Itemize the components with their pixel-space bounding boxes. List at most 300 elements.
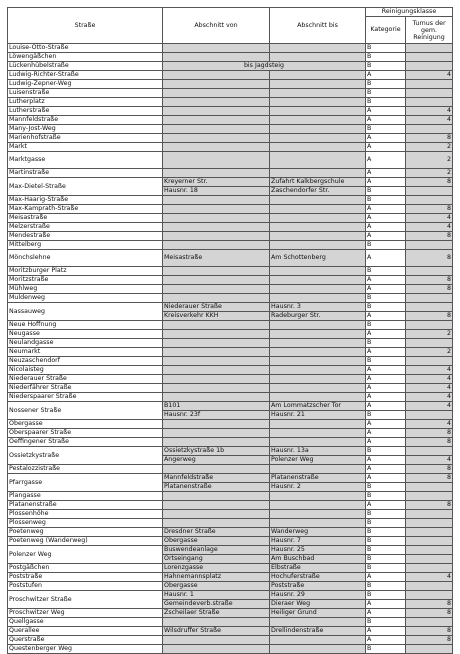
section-to <box>270 285 366 294</box>
section-from <box>163 134 270 143</box>
category: B <box>366 294 406 303</box>
section-from: Kreisverkehr KKH <box>163 312 270 321</box>
cleaning-interval <box>406 546 453 555</box>
cleaning-interval: 4 <box>406 420 453 429</box>
street-name: Oberspaarer Straße <box>8 429 163 438</box>
street-name: Neuzaschendorf <box>8 357 163 366</box>
category: A <box>366 573 406 582</box>
section-to: Hausnr. 2 <box>270 483 366 492</box>
cleaning-interval: 8 <box>406 232 453 241</box>
section-to <box>270 169 366 178</box>
section-from <box>163 321 270 330</box>
category: A <box>366 178 406 187</box>
cleaning-interval: 8 <box>406 609 453 618</box>
section-to: Am Lommatzscher Tor <box>270 402 366 411</box>
section-to <box>270 393 366 402</box>
category: B <box>366 537 406 546</box>
cleaning-interval: 8 <box>406 474 453 483</box>
street-name: Poststufen <box>8 582 163 591</box>
section-from <box>163 429 270 438</box>
street-name: Pestalozzistraße <box>8 465 163 474</box>
category: B <box>366 492 406 501</box>
section-from: Ortseingang <box>163 555 270 564</box>
section-from: Ossietzkystraße 1b <box>163 447 270 456</box>
section-to <box>270 134 366 143</box>
street-name: Marktgasse <box>8 152 163 169</box>
table-row <box>8 143 453 152</box>
category: A <box>366 232 406 241</box>
cleaning-interval: 8 <box>406 438 453 447</box>
category: A <box>366 402 406 411</box>
category: A <box>366 348 406 357</box>
category: B <box>366 303 406 312</box>
category: A <box>366 384 406 393</box>
table-row <box>8 330 453 339</box>
category: A <box>366 609 406 618</box>
cleaning-interval <box>406 582 453 591</box>
section-to: Hausnr. 29 <box>270 591 366 600</box>
section-from <box>163 116 270 125</box>
street-name: Max-Dietel-Straße <box>8 178 163 196</box>
cleaning-interval <box>406 510 453 519</box>
table-row <box>8 241 453 250</box>
category: B <box>366 62 406 71</box>
category: A <box>366 143 406 152</box>
cleaning-interval <box>406 267 453 276</box>
section-from <box>163 366 270 375</box>
street-name: Niederspaarer Straße <box>8 393 163 402</box>
section-to <box>270 71 366 80</box>
category: A <box>366 456 406 465</box>
section-to: Heiliger Grund <box>270 609 366 618</box>
cleaning-interval: 4 <box>406 107 453 116</box>
street-name: Quellgasse <box>8 618 163 627</box>
header-section-from: Abschnitt von <box>163 8 270 44</box>
section-from: Gemeindeverb.straße <box>163 600 270 609</box>
category: B <box>366 80 406 89</box>
section-to <box>270 143 366 152</box>
section-to <box>270 232 366 241</box>
category: B <box>366 44 406 53</box>
section-to <box>270 636 366 645</box>
street-name: Luisenstraße <box>8 89 163 98</box>
section-to <box>270 196 366 205</box>
category: A <box>366 107 406 116</box>
street-name: Meisastraße <box>8 214 163 223</box>
street-name: Oeffingener Straße <box>8 438 163 447</box>
cleaning-interval: 4 <box>406 116 453 125</box>
table-row <box>8 393 453 402</box>
section-from <box>163 107 270 116</box>
table-row <box>8 98 453 107</box>
cleaning-interval: 4 <box>406 573 453 582</box>
cleaning-interval: 8 <box>406 285 453 294</box>
table-row <box>8 528 453 537</box>
street-name: Plangasse <box>8 492 163 501</box>
category: A <box>366 366 406 375</box>
section-from <box>163 636 270 645</box>
street-name: Many-Jost-Weg <box>8 125 163 134</box>
section-to <box>270 375 366 384</box>
section-from <box>163 501 270 510</box>
section-from: Obergasse <box>163 537 270 546</box>
street-name: Neulandgasse <box>8 339 163 348</box>
section-from <box>163 330 270 339</box>
header-category: Kategorie <box>366 17 406 44</box>
cleaning-interval: 8 <box>406 465 453 474</box>
cleaning-interval: 4 <box>406 393 453 402</box>
section-from: Angerweg <box>163 456 270 465</box>
category: A <box>366 330 406 339</box>
street-name: Niederfährer Straße <box>8 384 163 393</box>
section-from: Buswendeanlage <box>163 546 270 555</box>
table-row <box>8 474 453 483</box>
section-from <box>163 241 270 250</box>
table-row <box>8 627 453 636</box>
category: B <box>366 483 406 492</box>
cleaning-interval: 2 <box>406 348 453 357</box>
cleaning-interval: 4 <box>406 402 453 411</box>
section-to <box>270 465 366 474</box>
section-to <box>270 107 366 116</box>
category: A <box>366 474 406 483</box>
category: B <box>366 645 406 654</box>
table-row <box>8 116 453 125</box>
section-from <box>163 438 270 447</box>
category: A <box>366 214 406 223</box>
street-name: Plossenhöhe <box>8 510 163 519</box>
section-to <box>270 152 366 169</box>
cleaning-interval <box>406 241 453 250</box>
table-row <box>8 537 453 546</box>
section-from: Mannfeldstraße <box>163 474 270 483</box>
category: B <box>366 339 406 348</box>
section-to <box>270 348 366 357</box>
table-row <box>8 366 453 375</box>
section-from <box>163 71 270 80</box>
category: A <box>366 501 406 510</box>
section-from: Hausnr. 18 <box>163 187 270 196</box>
cleaning-interval <box>406 591 453 600</box>
cleaning-interval: 8 <box>406 627 453 636</box>
category: A <box>366 627 406 636</box>
section-range: bis Jagdsteig <box>163 62 366 71</box>
section-to: Zufahrt Kalkbergschule <box>270 178 366 187</box>
cleaning-interval <box>406 89 453 98</box>
section-to: Elbstraße <box>270 564 366 573</box>
table-row <box>8 447 453 456</box>
section-from <box>163 618 270 627</box>
section-from <box>163 89 270 98</box>
cleaning-interval: 4 <box>406 366 453 375</box>
section-to: Poststraße <box>270 582 366 591</box>
table-row <box>8 285 453 294</box>
table-row <box>8 375 453 384</box>
section-to <box>270 241 366 250</box>
cleaning-interval: 8 <box>406 205 453 214</box>
street-name: Polenzer Weg <box>8 546 163 564</box>
cleaning-interval <box>406 125 453 134</box>
section-from <box>163 152 270 169</box>
section-to <box>270 429 366 438</box>
table-row <box>8 294 453 303</box>
table-row <box>8 429 453 438</box>
category: B <box>366 564 406 573</box>
section-from <box>163 510 270 519</box>
section-to: Hausnr. 25 <box>270 546 366 555</box>
cleaning-interval <box>406 357 453 366</box>
section-from <box>163 276 270 285</box>
category: B <box>366 528 406 537</box>
cleaning-interval: 8 <box>406 312 453 321</box>
category: A <box>366 312 406 321</box>
section-to: Hausnr. 3 <box>270 303 366 312</box>
street-name: Poetenweg <box>8 528 163 537</box>
section-from <box>163 393 270 402</box>
cleaning-interval <box>406 519 453 528</box>
section-from <box>163 125 270 134</box>
category: B <box>366 510 406 519</box>
table-row <box>8 348 453 357</box>
street-name: Proschwitzer Weg <box>8 609 163 618</box>
category: A <box>366 600 406 609</box>
section-to: Am Buschbad <box>270 555 366 564</box>
cleaning-interval: 8 <box>406 250 453 267</box>
section-from: Obergasse <box>163 582 270 591</box>
table-row <box>8 510 453 519</box>
table-row <box>8 125 453 134</box>
category: B <box>366 125 406 134</box>
table-row <box>8 107 453 116</box>
street-name: Querallee <box>8 627 163 636</box>
category: B <box>366 267 406 276</box>
street-name: Niederauer Straße <box>8 375 163 384</box>
section-from <box>163 294 270 303</box>
section-from <box>163 285 270 294</box>
section-to <box>270 645 366 654</box>
table-row <box>8 250 453 267</box>
cleaning-interval: 8 <box>406 134 453 143</box>
cleaning-interval <box>406 537 453 546</box>
street-name: Louise-Otto-Straße <box>8 44 163 53</box>
street-name: Poststraße <box>8 573 163 582</box>
category: B <box>366 555 406 564</box>
street-name: Plossenweg <box>8 519 163 528</box>
table-row <box>8 89 453 98</box>
table-row <box>8 618 453 627</box>
street-name: Platanenstraße <box>8 501 163 510</box>
cleaning-interval <box>406 80 453 89</box>
section-from: Hausnr. 1 <box>163 591 270 600</box>
cleaning-interval: 2 <box>406 152 453 169</box>
street-name: Neugasse <box>8 330 163 339</box>
table-row <box>8 134 453 143</box>
cleaning-interval <box>406 447 453 456</box>
section-to <box>270 339 366 348</box>
section-to <box>270 384 366 393</box>
street-name: Postgäßchen <box>8 564 163 573</box>
category: B <box>366 519 406 528</box>
section-from <box>163 169 270 178</box>
section-to <box>270 223 366 232</box>
section-to <box>270 330 366 339</box>
category: A <box>366 250 406 267</box>
category: A <box>366 116 406 125</box>
section-to <box>270 501 366 510</box>
section-from <box>163 196 270 205</box>
category: A <box>366 393 406 402</box>
category: B <box>366 187 406 196</box>
section-from: Hahnemannsplatz <box>163 573 270 582</box>
section-to: Platanenstraße <box>270 474 366 483</box>
section-from <box>163 214 270 223</box>
section-to <box>270 420 366 429</box>
category: A <box>366 438 406 447</box>
section-to: Wanderweg <box>270 528 366 537</box>
table-row <box>8 223 453 232</box>
section-to: Hausnr. 7 <box>270 537 366 546</box>
table-row <box>8 303 453 312</box>
section-to <box>270 116 366 125</box>
cleaning-interval <box>406 528 453 537</box>
street-cleaning-table <box>7 7 453 654</box>
section-to <box>270 357 366 366</box>
section-from <box>163 645 270 654</box>
section-to: Polenzer Weg <box>270 456 366 465</box>
section-from <box>163 44 270 53</box>
section-from <box>163 375 270 384</box>
section-to: Radeburger Str. <box>270 312 366 321</box>
section-from <box>163 519 270 528</box>
street-name: Querstraße <box>8 636 163 645</box>
table-row <box>8 62 453 71</box>
section-from <box>163 357 270 366</box>
section-from <box>163 492 270 501</box>
section-to <box>270 438 366 447</box>
section-to <box>270 89 366 98</box>
cleaning-interval: 4 <box>406 223 453 232</box>
section-to <box>270 80 366 89</box>
section-to: Hochuferstraße <box>270 573 366 582</box>
section-from <box>163 267 270 276</box>
cleaning-interval <box>406 53 453 62</box>
category: A <box>366 420 406 429</box>
street-name: Ossietzkystraße <box>8 447 163 465</box>
section-to <box>270 267 366 276</box>
category: A <box>366 205 406 214</box>
cleaning-interval <box>406 62 453 71</box>
section-to <box>270 98 366 107</box>
street-name: Moritzstraße <box>8 276 163 285</box>
cleaning-interval: 8 <box>406 429 453 438</box>
category: B <box>366 89 406 98</box>
section-to <box>270 519 366 528</box>
header-street: Straße <box>8 8 163 44</box>
category: A <box>366 223 406 232</box>
category: A <box>366 152 406 169</box>
street-name: Lutherplatz <box>8 98 163 107</box>
table-row <box>8 546 453 555</box>
street-name: Ludwig-Zepner-Weg <box>8 80 163 89</box>
category: A <box>366 429 406 438</box>
cleaning-interval: 8 <box>406 600 453 609</box>
street-name: Martinstraße <box>8 169 163 178</box>
cleaning-interval <box>406 98 453 107</box>
cleaning-interval: 4 <box>406 214 453 223</box>
cleaning-interval <box>406 564 453 573</box>
street-name: Markt <box>8 143 163 152</box>
street-name: Proschwitzer Straße <box>8 591 163 609</box>
table-row <box>8 564 453 573</box>
section-from <box>163 205 270 214</box>
section-to: Am Schottenberg <box>270 250 366 267</box>
category: B <box>366 53 406 62</box>
table-row <box>8 53 453 62</box>
section-from <box>163 143 270 152</box>
cleaning-interval: 8 <box>406 501 453 510</box>
street-name: Marienhofstraße <box>8 134 163 143</box>
cleaning-interval <box>406 483 453 492</box>
cleaning-interval: 2 <box>406 330 453 339</box>
section-from: Dresdner Straße <box>163 528 270 537</box>
category: A <box>366 375 406 384</box>
section-from: Niederauer Straße <box>163 303 270 312</box>
header-interval: Turnus der gem. Reinigung <box>406 17 453 44</box>
table-row <box>8 152 453 169</box>
section-to <box>270 510 366 519</box>
category: A <box>366 636 406 645</box>
street-name: Max-Haarig-Straße <box>8 196 163 205</box>
table-row <box>8 321 453 330</box>
street-name: Mühlweg <box>8 285 163 294</box>
table-row <box>8 71 453 80</box>
cleaning-interval <box>406 321 453 330</box>
table-row <box>8 196 453 205</box>
street-name: Max-Kamprath-Straße <box>8 205 163 214</box>
category: B <box>366 618 406 627</box>
cleaning-interval: 2 <box>406 169 453 178</box>
section-from: Hausnr. 23f <box>163 411 270 420</box>
category: B <box>366 591 406 600</box>
table-row <box>8 519 453 528</box>
cleaning-interval: 4 <box>406 456 453 465</box>
section-to <box>270 214 366 223</box>
category: B <box>366 98 406 107</box>
street-name: Melzerstraße <box>8 223 163 232</box>
section-to <box>270 321 366 330</box>
street-name: Poetenweg (Wanderweg) <box>8 537 163 546</box>
street-name: Lückenhübelstraße <box>8 62 163 71</box>
cleaning-interval <box>406 645 453 654</box>
table-row <box>8 402 453 411</box>
table-row <box>8 384 453 393</box>
section-to: Hausnr. 21 <box>270 411 366 420</box>
table-row <box>8 267 453 276</box>
table-row <box>8 339 453 348</box>
section-from <box>163 339 270 348</box>
table-row <box>8 169 453 178</box>
header-cleaning-class: Reinigungsklasse <box>366 8 453 17</box>
section-to <box>270 44 366 53</box>
street-name: Muldenweg <box>8 294 163 303</box>
cleaning-interval: 2 <box>406 143 453 152</box>
category: A <box>366 465 406 474</box>
category: A <box>366 169 406 178</box>
street-name: Questenberger Weg <box>8 645 163 654</box>
street-name: Mendestraße <box>8 232 163 241</box>
section-to <box>270 294 366 303</box>
table-row <box>8 214 453 223</box>
